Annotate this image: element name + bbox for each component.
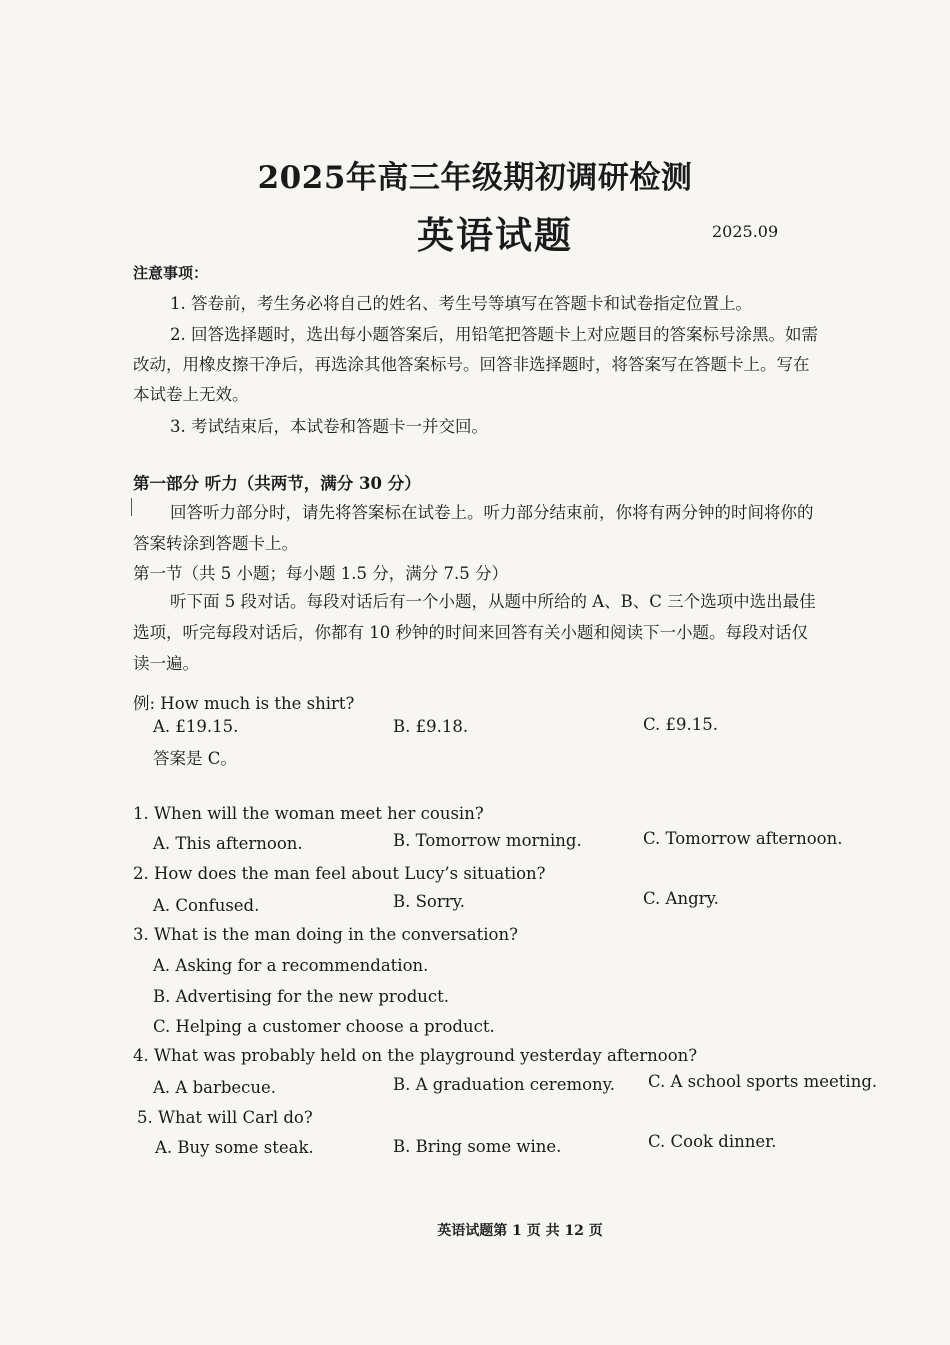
part1-intro-line-1: 回答听力部分时，请先将答案标在试卷上。听力部分结束前，你将有两分钟的时间将你的 (170, 503, 814, 522)
exam-subject: 英语试题 (417, 213, 573, 257)
question-5: 5. What will Carl do? (137, 1108, 313, 1127)
question-5-option-a: A. Buy some steak. (155, 1138, 314, 1157)
notice-item-2-line-1: 2. 回答选择题时，选出每小题答案后，用铅笔把答题卡上对应题目的答案标号涂黑。如需 (170, 325, 818, 344)
question-3-option-b: B. Advertising for the new product. (153, 987, 450, 1006)
question-3: 3. What is the man doing in the conversation? (133, 925, 518, 944)
question-1-option-c: C. Tomorrow afternoon. (643, 829, 843, 848)
page-footer: 英语试题第 1 页 共 12 页 (437, 1223, 603, 1239)
question-2-option-c: C. Angry. (643, 889, 719, 908)
section1-line-2: 选项，听完每段对话后，你都有 10 秒钟的时间来回答有关小题和阅读下一小题。每段对话仅 (133, 623, 808, 642)
question-1-option-b: B. Tomorrow morning. (393, 831, 582, 850)
part1-intro-line-2: 答案转涂到答题卡上。 (133, 534, 298, 553)
question-2-option-b: B. Sorry. (393, 892, 466, 911)
notice-item-3: 3. 考试结束后，本试卷和答题卡一并交回。 (170, 417, 488, 436)
example-question: 例: How much is the shirt? (133, 694, 355, 713)
section1-line-3: 读一遍。 (133, 654, 199, 673)
section1-line-1: 听下面 5 段对话。每段对话后有一个小题，从题中所给的 A、B、C 三个选项中选出最佳 (170, 592, 816, 611)
question-1: 1. When will the woman meet her cousin? (133, 804, 484, 823)
notice-item-2-line-3: 本试卷上无效。 (133, 385, 249, 404)
question-5-option-b: B. Bring some wine. (393, 1137, 562, 1156)
question-3-option-c: C. Helping a customer choose a product. (153, 1017, 495, 1036)
notice-heading: 注意事项： (133, 264, 209, 282)
example-option-b: B. £9.18. (393, 717, 469, 736)
example-option-a: A. £19.15. (153, 717, 239, 736)
notice-item-2-line-2: 改动，用橡皮擦干净后，再选涂其他答案标号。回答非选择题时，将答案写在答题卡上。写在 (133, 355, 810, 374)
question-2-option-a: A. Confused. (153, 896, 260, 915)
exam-date: 2025.09 (712, 222, 779, 241)
example-option-c: C. £9.15. (643, 715, 719, 734)
question-2: 2. How does the man feel about Lucy’s situation? (133, 864, 546, 883)
example-answer: 答案是 C。 (153, 749, 237, 768)
margin-mark (131, 498, 132, 516)
part1-heading: 第一部分 听力（共两节，满分 30 分） (133, 474, 421, 493)
question-5-option-c: C. Cook dinner. (648, 1132, 777, 1151)
notice-item-1: 1. 答卷前，考生务必将自己的姓名、考生号等填写在答题卡和试卷指定位置上。 (170, 294, 752, 313)
question-4-option-b: B. A graduation ceremony. (393, 1075, 616, 1094)
question-4-option-a: A. A barbecue. (153, 1078, 277, 1097)
question-4: 4. What was probably held on the playground yesterday afternoon? (133, 1046, 698, 1065)
section1-heading: 第一节（共 5 小题；每小题 1.5 分，满分 7.5 分） (133, 564, 508, 583)
exam-title: 2025年高三年级期初调研检测 (257, 160, 693, 196)
question-1-option-a: A. This afternoon. (153, 834, 303, 853)
question-4-option-c: C. A school sports meeting. (648, 1072, 878, 1091)
question-3-option-a: A. Asking for a recommendation. (153, 956, 429, 975)
